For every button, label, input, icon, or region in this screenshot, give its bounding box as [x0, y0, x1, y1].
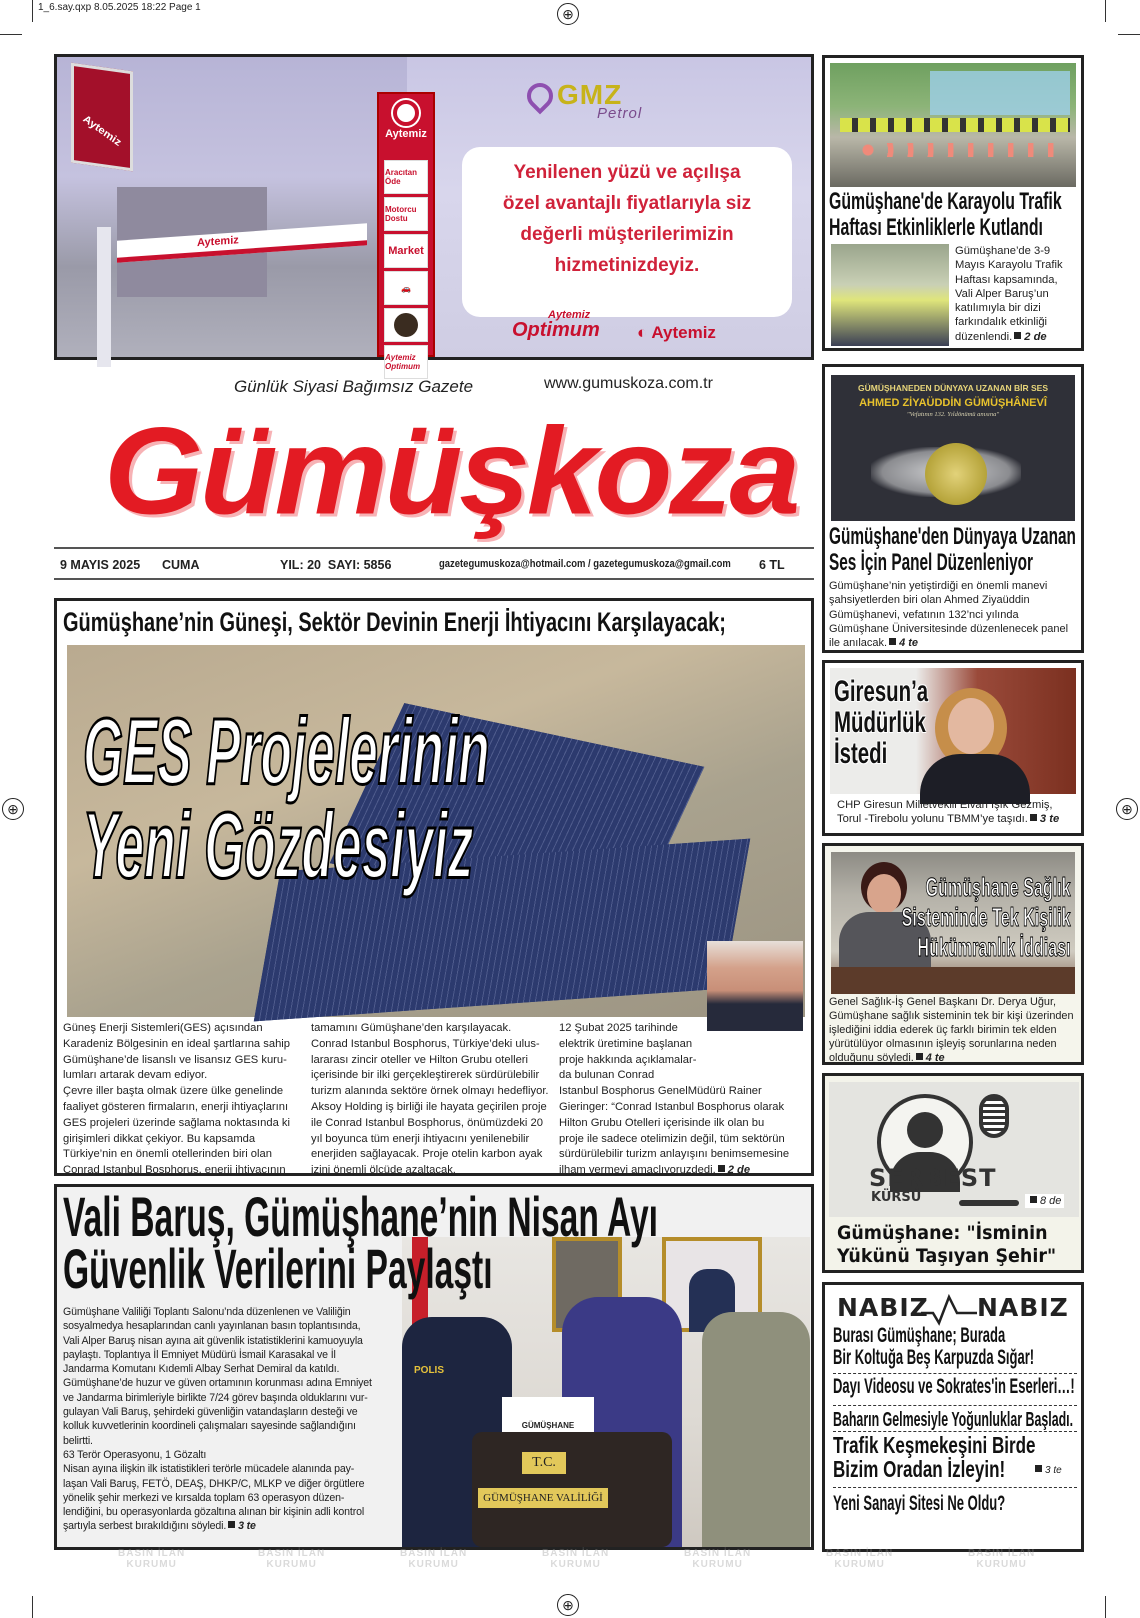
gmz-logo-sub: Petrol	[597, 105, 643, 122]
watermark-line: KURUMU	[408, 1559, 459, 1570]
square-bullet-icon	[228, 1521, 235, 1528]
watermark-line: KURUMU	[834, 1559, 885, 1570]
square-bullet-icon	[1030, 1196, 1037, 1203]
text-line: kolluk kuvvetlerinin koordineli çalışmaları sayesinde sağlandığını	[63, 1420, 356, 1433]
text-line: lumları artarak devam ediyor.	[63, 1069, 208, 1082]
text-line: laşan Vali Baruş, FETÖ, DEAŞ, DHKP/C, MLKP ve diğer örgütlere	[63, 1477, 365, 1490]
saglik-headline-line: Gümüşhane Sağlık	[925, 872, 1071, 902]
traffic-officials-photo	[831, 244, 949, 346]
aytemiz-logo-icon	[393, 100, 419, 126]
portrait-face	[867, 874, 901, 914]
side-story-panel[interactable]	[822, 364, 1084, 653]
text-line: elektrik üretimine başlanan	[559, 1037, 693, 1050]
watermark-line: BASIN İLAN	[118, 1548, 186, 1559]
divider	[833, 1373, 1077, 1374]
trafik-headline	[829, 189, 1062, 241]
masthead	[54, 362, 814, 590]
text-line: içerisinde bir ilki gerçekleştirerek sürdürülebilir	[311, 1069, 540, 1082]
giresun-headline-line: Giresun’a	[834, 675, 929, 708]
square-bullet-icon	[889, 638, 896, 645]
ad-message-line: değerli müşterilerimizin	[520, 224, 734, 245]
vali-headline-line: Vali Baruş, Gümüşhane’nin Nisan Ayı	[63, 1185, 659, 1248]
giresun-body	[837, 798, 1083, 826]
text-line-end: Torul -Tirebolu yolunu TBMM’ye taşıdı.	[837, 813, 1028, 826]
ad-tile: Motorcu Dostu	[384, 197, 428, 231]
kursu-headline-line: Gümüşhane: "İsminin	[837, 1222, 1048, 1244]
watermark	[258, 1548, 325, 1570]
solar-farm-photo	[67, 645, 805, 1017]
page-slug: 1_6.say.qxp 8.05.2025 18:22 Page 1	[38, 2, 201, 13]
text-line: şahsiyetlerden biri olan Ahmed Ziyaüddin	[829, 594, 1030, 607]
coffee-badge-icon	[384, 308, 428, 342]
trafik-headline-line: Gümüşhane'de Karayolu Trafik	[829, 188, 1062, 215]
square-bullet-icon	[1030, 814, 1037, 821]
text-line: Istanbul Bosphorus GenelMüdürü Rainer	[559, 1085, 762, 1098]
saglik-body	[829, 996, 1087, 1066]
square-bullet-icon	[916, 1053, 923, 1060]
continued-on-page-badge[interactable]	[1025, 1194, 1064, 1208]
text-line: yönelik şehir merkezi ve kırsalda toplam 63 operasyon düzen-	[63, 1491, 345, 1504]
continued-on-page[interactable]: 2 de	[1024, 330, 1047, 343]
text-line: farkındalık etkinliği	[955, 316, 1048, 329]
watermark-line: KURUMU	[692, 1559, 743, 1570]
crop-mark	[1118, 34, 1140, 35]
portrait-jacket	[920, 754, 1030, 804]
main-headline-line: Yeni Gözdesiyiz	[83, 793, 474, 898]
text-line: Gümüşhane’de 3-9	[955, 245, 1051, 257]
text-line: Jandarma Komutanı Kıdemli Albay Serhat Demiral da katıldı.	[63, 1363, 340, 1376]
main-story-column-3	[559, 1021, 809, 1179]
registration-mark-icon: ⊕	[557, 3, 579, 25]
masthead-website[interactable]: www.gumuskoza.com.tr	[544, 375, 713, 392]
contact-emails[interactable]: gazetegumuskoza@hotmail.com / gazetegumuskoza@gmail.com	[439, 558, 731, 570]
watermark	[968, 1548, 1035, 1570]
text-line: Aksoy Holding iş birliği ile hayata geçirilen proje	[311, 1100, 547, 1113]
ad-pole-sign	[71, 63, 133, 172]
serbest-kursu-logo-sub: KÜRSÜ	[871, 1190, 922, 1205]
ad-message	[462, 147, 792, 317]
text-line: girişimleri dikkat çekiyor. Bu kapsamda	[63, 1132, 256, 1145]
text-line: gulayan Vali Baruş, şehirdeki güvenliğin vatandaşların desteği ve	[63, 1406, 358, 1419]
trafik-body	[955, 244, 1083, 344]
text-line: Gümüşhanevi, vefatının 132’nci yılında	[829, 608, 1019, 621]
saglik-headline	[902, 872, 1071, 962]
text-line-end: olduğunu söyledi.	[829, 1051, 914, 1064]
continued-on-page[interactable]: 4 te	[925, 1051, 945, 1064]
nabiz-item[interactable]: Yeni Sanayi Sitesi Ne Oldu?	[833, 1492, 1006, 1515]
text-line	[559, 1163, 809, 1179]
text-line: belirtti.	[63, 1434, 93, 1447]
trafik-headline-line: Haftası Etkinliklerle Kutlandı	[829, 214, 1043, 241]
text-line: Gümüşhane’de huzur ve güven ortamının korunması adına Emniyet	[63, 1377, 372, 1390]
text-line: faaliyet gösteren firmaların, enerji ihtiyaçlarını	[63, 1100, 289, 1113]
crop-mark	[32, 1596, 33, 1618]
text-line: tamamını Gümüşhane’den karşılayacak.	[311, 1022, 512, 1034]
nabiz-item-line: Bizim Oradan İzleyin!	[833, 1456, 1006, 1482]
watermark	[400, 1548, 467, 1570]
crop-mark	[1105, 0, 1106, 22]
text-line	[829, 636, 1085, 650]
continued-on-page[interactable]: 3 te	[238, 1520, 256, 1533]
watermark-line: KURUMU	[550, 1559, 601, 1570]
vali-headline-line: Güvenlik Verilerini Paylaştı	[63, 1237, 493, 1300]
traffic-week-photo	[830, 63, 1076, 187]
masthead-motto: Günlük Siyasi Bağımsız Gazete	[234, 377, 474, 396]
text-line	[829, 1052, 1087, 1066]
watermark	[684, 1548, 751, 1570]
registration-mark-icon: ⊕	[1116, 798, 1138, 820]
balloons	[860, 143, 1060, 157]
square-bullet-icon	[1014, 332, 1021, 339]
saglik-headline-line: Hükümranlık İddiası	[917, 932, 1071, 962]
aytemiz-logo-text: Aytemiz	[651, 323, 716, 342]
text-line: izini önemli ölçüde azaltacak.	[311, 1164, 456, 1177]
main-headline	[83, 699, 490, 898]
continued-on-page[interactable]: 8 de	[1040, 1195, 1062, 1207]
main-headline-line: GES Projelerinin	[83, 699, 490, 804]
side-story-giresun[interactable]	[822, 660, 1084, 836]
text-line: CHP Giresun Milletvekili Elvan Işık Gezmiş,	[837, 799, 1053, 811]
registration-mark-icon: ⊕	[2, 798, 24, 820]
ad-station-photo	[57, 57, 407, 357]
registration-mark-icon: ⊕	[557, 1594, 579, 1616]
watermark-line: BASIN İLAN	[968, 1548, 1036, 1559]
text-line: proje hakkında açıklamalar-	[559, 1053, 697, 1066]
advertisement-banner[interactable]	[54, 54, 814, 371]
panel-headline-line: Ses İçin Panel Düzenleniyor	[829, 549, 1034, 576]
main-story-column-1	[63, 1021, 303, 1179]
podium-name-plate: GÜMÜŞHANE VALİLİĞİ	[478, 1488, 608, 1508]
text-line-end: ilham vermeyi amaçlıyoruzdedi.	[559, 1164, 716, 1177]
main-story[interactable]	[54, 598, 814, 1176]
ad-tile: Market	[384, 234, 428, 268]
issue-info-bar	[54, 547, 814, 580]
text-line: yürütülüyor olmasının işleyiş sorunlarına neden	[829, 1037, 1057, 1050]
nabiz-item-line: Burası Gümüşhane; Burada	[833, 1324, 1006, 1347]
text-line: Karadeniz Bölgesinin en ideal şartlarına sahip	[63, 1037, 291, 1050]
watermark-line: BASIN İLAN	[826, 1548, 894, 1559]
text-line	[955, 330, 1083, 344]
vali-story-body	[63, 1305, 408, 1534]
side-story-serbest-kursu[interactable]	[822, 1073, 1084, 1273]
main-story-column-2	[311, 1021, 551, 1179]
divider	[833, 1405, 1077, 1406]
ad-price-tower	[377, 92, 435, 371]
vali-headline	[63, 1185, 659, 1300]
divider	[833, 1487, 1077, 1488]
crop-mark	[32, 0, 33, 22]
text-line: Gümüşhane’de lisanslı ve lisansız GES kuru-	[63, 1053, 287, 1066]
nabiz-item-line: Trafik Keşmekeşini Birde	[833, 1432, 1036, 1458]
police-badge-label: POLIS	[414, 1365, 445, 1376]
crop-mark	[1105, 1596, 1106, 1618]
issue-number: YIL: 20 SAYI: 5856	[280, 558, 392, 572]
optimum-logo-text: Optimum	[512, 319, 600, 341]
poster-banner-1: GÜMÜŞHANEDEN DÜNYAYA UZANAN BİR SES	[857, 383, 1049, 393]
text-line: proje ile sadece otelimizin değil, tüm sektörün	[559, 1132, 785, 1145]
main-story-kicker: Gümüşhane’nin Güneşi, Sektör Devinin Enerji İhtiyacını Karşılayacak;	[63, 607, 726, 637]
watermark	[118, 1548, 185, 1570]
nabiz-item[interactable]: Baharın Gelmesiyle Yoğunluklar Başladı.	[833, 1409, 1074, 1431]
text-line: Vali Alper Baruş nisan ayına ait güvenlik istatistiklerini kamuoyuyla	[63, 1334, 363, 1347]
continued-on-page[interactable]: 2 de	[727, 1164, 751, 1177]
text-line: işlediğini iddia ederek üç farklı birimin tek elden	[829, 1023, 1057, 1036]
ad-message-line: özel avantajlı fiyatlarıyla siz	[502, 193, 752, 214]
nabiz-item-line: Bir Koltuğa Beş Karpuzda Sığar!	[833, 1346, 1035, 1369]
text-line: ile Conrad Istanbul Bosphorus, önümüzdeki 20	[311, 1116, 543, 1129]
kursu-headline	[837, 1222, 1056, 1268]
side-story-trafik[interactable]	[822, 55, 1084, 351]
pen-icon	[959, 1200, 1019, 1206]
text-line: Conrad Istanbul Bosphorus, enerji ihtiyacının	[63, 1164, 286, 1177]
continued-on-page[interactable]: 3 te	[1039, 813, 1060, 826]
text-line: Nisan ayına ilişkin ilk istatistikleri terörle mücadele alanında pay-	[63, 1463, 355, 1476]
square-bullet-icon	[718, 1165, 725, 1172]
union-leader-photo	[831, 852, 1075, 994]
continued-on-page-badge[interactable]	[1033, 1465, 1062, 1476]
ad-tile: Aytemiz Optimum	[384, 345, 428, 379]
text-line: Haftası kapsamında,	[955, 273, 1058, 286]
watermark-line: BASIN İLAN	[258, 1548, 326, 1559]
ad-pole	[97, 227, 111, 367]
watermark-line: KURUMU	[266, 1559, 317, 1570]
text-line: sürdürülebilir turizm anlayışını benimsemesine	[559, 1148, 790, 1161]
ad-message-line: Yenilenen yüzü ve açılışa	[513, 162, 741, 183]
ad-tower-brand: Aytemiz	[385, 128, 427, 140]
ad-canopy-brand: Aytemiz	[197, 234, 239, 250]
text-line: enerjiden sağlayacak. Proje otelin karbon ayak	[311, 1148, 543, 1161]
nabiz-column[interactable]	[822, 1282, 1084, 1552]
text-line: Genel Sağlık-İş Genel Başkanı Dr. Derya Uğur,	[829, 996, 1056, 1008]
watermark-line: BASIN İLAN	[400, 1548, 468, 1559]
text-line: Vali Alper Baruş’un	[955, 287, 1049, 300]
watermark-line: KURUMU	[976, 1559, 1027, 1570]
kursu-headline-line: Yükünü Taşıyan Şehir"	[837, 1245, 1057, 1267]
watermark-line: BASIN İLAN	[684, 1548, 752, 1559]
serbest-kursu-logo-text: SERBEST	[869, 1164, 997, 1192]
nabiz-item[interactable]	[833, 1433, 1035, 1481]
text-line: Gieringer: “Conrad Istanbul Bosphorus olarak	[559, 1100, 785, 1113]
text-line: turizm alanında sektöre örnek olmayı hedefliyor.	[311, 1085, 549, 1098]
calligraphy-seal	[925, 443, 987, 505]
text-line: paylaştı. Toplantıya İl Emniyet Müdürü İsmail Karasakal ve İl	[63, 1348, 336, 1361]
text-line: Gümüşhane’nin yetiştirdiği en önemli manevi	[829, 580, 1048, 592]
text-line: lendiğini, bu operasyonlarda gözaltına alınan bir kişinin adli kontrol	[63, 1506, 365, 1519]
ad-pole-brand: Aytemiz	[80, 113, 124, 149]
watermark	[826, 1548, 893, 1570]
gmz-pin-icon	[522, 78, 559, 115]
giresun-headline	[834, 676, 928, 769]
continued-on-page[interactable]: 3 te	[1045, 1465, 1062, 1476]
panel-poster	[831, 375, 1075, 521]
officers-row	[840, 118, 1070, 132]
giresun-headline-line: Müdürlük	[834, 706, 926, 739]
text-line: Güneş Enerji Sistemleri(GES) açısından	[63, 1022, 263, 1034]
gendarmerie-commander	[702, 1312, 810, 1547]
nabiz-title-left: NABIZ	[837, 1293, 929, 1322]
text-line	[837, 812, 1083, 826]
text-line: Çevre iller başta olmak üzere ülke genelinde	[63, 1085, 284, 1098]
panel-body	[829, 579, 1085, 650]
giresun-headline-line: İstedi	[834, 737, 888, 770]
podium	[472, 1432, 672, 1547]
panel-headline	[829, 524, 1076, 576]
portrait-face	[948, 698, 994, 754]
text-line: da bulunan Conrad	[559, 1069, 655, 1082]
text-line: Conrad Istanbul Bosphorus, Türkiye’deki ulus-	[311, 1037, 540, 1050]
side-story-saglik[interactable]	[822, 843, 1084, 1065]
text-line: Türkiye’nin en önemli otellerinden biri olan	[63, 1148, 272, 1161]
poster-banner-2: AHMED ZİYAÜDDİN GÜMÜŞHÂNEVÎ	[859, 397, 1047, 409]
watermark-line: KURUMU	[126, 1559, 177, 1570]
text-line: Gümüşhane Üniversitesinde düzenlenecek panel	[829, 622, 1069, 635]
poster-banner-3: "Vefatının 132. Yıldönümü anısına"	[906, 411, 1000, 418]
issue-price: 6 TL	[759, 558, 785, 572]
watermark	[542, 1548, 609, 1570]
desk	[831, 967, 1075, 994]
issue-day: CUMA	[162, 558, 200, 572]
serbest-kursu-logo	[829, 1082, 1079, 1217]
text-line: yıl boyunca tüm enerji ihtiyacını yenilenebilir	[311, 1132, 530, 1145]
continued-on-page[interactable]: 4 te	[899, 637, 919, 650]
text-line-end: şartıyla serbest bırakıldığını söyledi.	[63, 1520, 227, 1533]
text-line: lararası zincir oteller ve Hilton Grubu otelleri	[311, 1053, 528, 1066]
saglik-headline-line: Sisteminde Tek Kişilik	[901, 902, 1071, 932]
watermark-line: BASIN İLAN	[542, 1548, 610, 1559]
vali-story[interactable]	[54, 1184, 814, 1550]
panel-headline-line: Gümüşhane'den Dünyaya Uzanan	[829, 523, 1076, 550]
text-line: 12 Şubat 2025 tarihinde	[559, 1022, 678, 1034]
issue-date: 9 MAYIS 2025	[60, 558, 141, 572]
text-line: Hilton Grubu Otelleri içerisinde ilk olan bu	[559, 1116, 765, 1129]
text-line-end: ile anılacak.	[829, 637, 888, 650]
square-bullet-icon	[1035, 1465, 1042, 1472]
nabiz-title-right: NABIZ	[977, 1293, 1069, 1322]
event-banner	[930, 71, 1070, 115]
aytemiz-logo: ◐ Aytemiz	[637, 323, 716, 342]
text-line: GES projeleri üzerinde sağlama noktasında ki	[63, 1116, 290, 1129]
mp-portrait	[830, 668, 1076, 794]
optimum-logo	[512, 309, 600, 342]
pulse-line-icon	[921, 1295, 977, 1325]
ad-tile: Aracıtan Öde	[384, 160, 428, 194]
text-line: sosyalmedya hesaplarından canlı yayınlanan basın toplantısında,	[63, 1320, 361, 1333]
subheading: 63 Terör Operasyonu, 1 Gözaltı	[63, 1448, 207, 1461]
nabiz-item[interactable]: Dayı Videosu ve Sokrates'in Eserleri…!	[833, 1375, 1075, 1398]
nabiz-item[interactable]	[833, 1325, 1034, 1369]
microphone-icon	[979, 1094, 1009, 1138]
executive-portrait	[707, 941, 803, 1031]
optimum-logo-small: Aytemiz	[548, 309, 591, 321]
text-line: ve Jandarma birimleriyle birlikte 7/24 görev başında olduklarını vur-	[63, 1391, 368, 1404]
newspaper-logo: Gümüşkoza	[104, 402, 798, 541]
crop-mark	[0, 34, 22, 35]
laptop: GÜMÜŞHANE	[502, 1397, 594, 1437]
text-line: Gümüşhane Valiliği Toplantı Salonu’nda düzenlenen ve Valiliğin	[63, 1306, 351, 1318]
ad-message-line: hizmetinizdeyiz.	[554, 255, 700, 276]
podium-tc-plate: T.C.	[522, 1452, 566, 1474]
text-line-end: düzenlendi.	[955, 330, 1013, 343]
gmz-petrol-logo	[557, 79, 642, 122]
text-line: Mayıs Karayolu Trafik	[955, 259, 1063, 272]
car-icon: 🚗	[384, 271, 428, 305]
gmz-logo-text: GMZ	[557, 79, 623, 110]
nabiz-title	[833, 1293, 1078, 1323]
text-line: Gümüşhane sağlık sisteminin tek bir kişi üzerinden	[829, 1009, 1074, 1022]
text-line: katılımıyla bir dizi	[955, 302, 1041, 315]
text-line	[63, 1519, 408, 1533]
